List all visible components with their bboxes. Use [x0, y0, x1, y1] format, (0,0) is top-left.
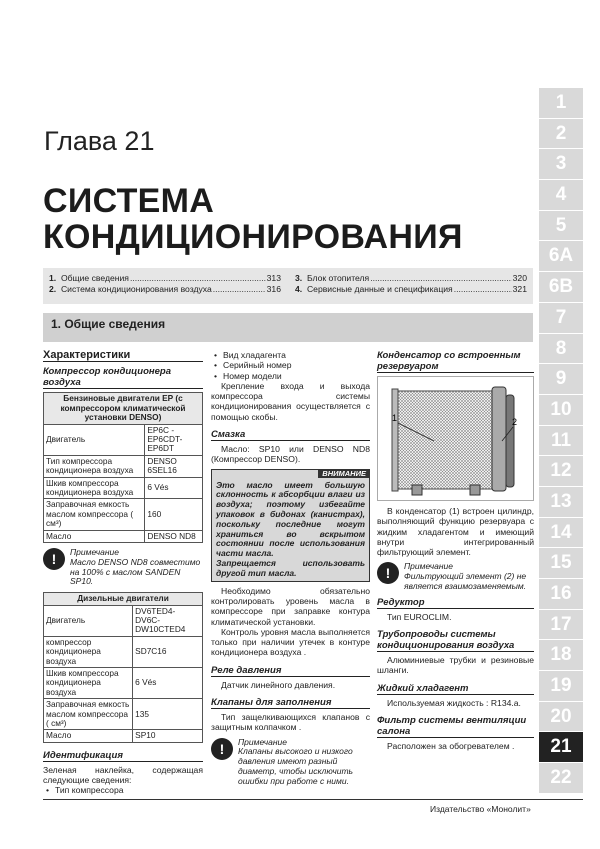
chapter-tab-22[interactable]: 22 [539, 763, 583, 794]
warning-text-2: Запрещается использовать другой тип масла. [216, 558, 365, 578]
column-1 [43, 350, 203, 796]
toc-number: 4. [295, 283, 303, 294]
section-title-bar: 1. Общие сведения [43, 313, 533, 342]
mount-text: Крепление входа и выхода компрессора системы кондиционирования осуществляется с помощью скобы. [211, 380, 370, 422]
toc-number: 1. [49, 273, 57, 283]
chapter-tab-8[interactable]: 8 [539, 334, 583, 365]
pipes-text: Алюминиевые трубки и резиновые шланги. [377, 655, 534, 676]
table-header: Бензиновые двигатели EP (с компрессором климатической установки DENSO) [44, 393, 203, 424]
figure-label-1: 1 [392, 413, 398, 423]
table-cell: Тип компрессора кондиционера воздуха [44, 455, 145, 477]
table-cell: 135 [133, 699, 203, 730]
condenser-figure [377, 376, 534, 501]
toc-page: 313 [266, 273, 281, 283]
chapter-tab-9[interactable]: 9 [539, 364, 583, 395]
table-row [44, 605, 203, 636]
reducer-text: Тип EUROCLIM. [387, 611, 452, 622]
chapter-tab-6a[interactable]: 6A [539, 241, 583, 272]
chapter-tab-6b[interactable]: 6B [539, 272, 583, 303]
chapter-title [43, 183, 463, 255]
warning-text: Это масло имеет большую склонность к абсорбции влаги из воздуха; поэтому избегайте упаковок в бидонах (канистрах), поскольку последние могут храниться во вскрытом состоянии после использования части масла. [216, 479, 365, 559]
table-cell: Заправочная емкость маслом компрессора ( см³) [44, 699, 133, 730]
petrol-engine-table [43, 392, 203, 543]
toc-number: 3. [295, 273, 303, 283]
table-cell: SP10 [133, 730, 203, 742]
warning-label: ВНИМАНИЕ [318, 469, 370, 479]
chapter-tab-7[interactable]: 7 [539, 303, 583, 334]
list-item: • Вид хладагента [211, 350, 370, 360]
toc-page: 321 [512, 283, 527, 294]
chapter-tab-14[interactable]: 14 [539, 518, 583, 549]
table-row [44, 499, 203, 530]
table-cell: DENSO 6SEL16 [145, 455, 203, 477]
compressor-subheading: Компрессор кондиционера воздуха [43, 366, 203, 389]
warning-box [211, 469, 370, 582]
oil-level-text: Необходимо обязательно контролировать уровень масла в компрессоре при заправке контура климатической установки. [211, 585, 370, 627]
table-cell: Двигатель [44, 424, 145, 455]
note-text: Масло DENSO ND8 совместимо на 100% с маслом SANDEN SP10. [70, 556, 201, 587]
chapter-tab-5[interactable]: 5 [539, 211, 583, 242]
note-filter [377, 562, 534, 591]
reducer-heading: Редуктор [377, 597, 534, 609]
toc-text: Система кондиционирования воздуха [60, 283, 212, 294]
note-label: Примечание [70, 546, 119, 557]
table-row [44, 530, 203, 542]
publisher: Издательство «Монолит» [430, 804, 531, 814]
valves-heading: Клапаны для заполнения [211, 697, 370, 709]
table-cell: DV6TED4- DV6C-DW10CTED4 [133, 605, 203, 636]
info-note-icon: ! [211, 738, 233, 760]
chapter-tab-1[interactable]: 1 [539, 88, 583, 119]
table-cell: Масло [44, 730, 133, 742]
chapter-tab-3[interactable]: 3 [539, 149, 583, 180]
note-oil-compat [43, 548, 203, 587]
chapter-tab-12[interactable]: 12 [539, 456, 583, 487]
relay-heading: Реле давления [211, 665, 370, 677]
toc-page: 320 [512, 273, 527, 283]
condenser-illustration [378, 377, 533, 500]
table-cell: Двигатель [44, 605, 133, 636]
characteristics-heading: Характеристики [43, 350, 203, 362]
table-of-contents [43, 268, 533, 304]
chapter-tab-4[interactable]: 4 [539, 180, 583, 211]
label-info-list [211, 350, 370, 381]
chapter-tab-13[interactable]: 13 [539, 487, 583, 518]
refrigerant-text: Используемая жидкость : R134.a. [387, 697, 521, 708]
table-cell: компрессор кондиционера воздуха [44, 636, 133, 667]
refrigerant-heading: Жидкий хладагент [377, 683, 534, 695]
table-cell: 6 Vés [133, 668, 203, 699]
toc-number: 2. [49, 283, 57, 294]
chapter-tab-10[interactable]: 10 [539, 395, 583, 426]
valves-text: Тип защелкивающихся клапанов с защитным колпачком . [211, 712, 370, 733]
chapter-tab-11[interactable]: 11 [539, 426, 583, 457]
chapter-tab-20[interactable]: 20 [539, 702, 583, 733]
toc-text: Общие сведения [60, 273, 129, 283]
table-row [44, 636, 203, 667]
table-header: Дизельные двигатели [44, 593, 203, 605]
toc-item[interactable] [295, 273, 527, 284]
table-row [44, 730, 203, 742]
column-3 [377, 350, 534, 751]
table-row [44, 699, 203, 730]
table-cell: 160 [145, 499, 203, 530]
list-item: • Номер модели [211, 371, 370, 381]
chapter-tab-2[interactable]: 2 [539, 119, 583, 150]
identification-list [43, 785, 203, 795]
condenser-heading: Конденсатор со встроенным резервуаром [377, 350, 534, 373]
chapter-tab-16[interactable]: 16 [539, 579, 583, 610]
chapter-tab-17[interactable]: 17 [539, 610, 583, 641]
table-cell: EP6C - EP6CDT-EP6DT [145, 424, 203, 455]
chapter-tab-21[interactable]: 21 [539, 732, 583, 763]
toc-text: Сервисные данные и спецификация [306, 283, 453, 294]
table-row [44, 477, 203, 499]
lubrication-heading: Смазка [211, 429, 370, 441]
pipes-heading: Трубопроводы системы кондиционирования воздуха [377, 629, 534, 652]
note-label: Примечание [238, 736, 287, 747]
table-cell: Шкив компрессора кондиционера воздуха [44, 477, 145, 499]
toc-item[interactable] [295, 284, 527, 295]
footer-divider [43, 799, 583, 800]
identification-heading: Идентификация [43, 750, 203, 762]
table-row [44, 668, 203, 699]
toc-item[interactable] [49, 284, 281, 295]
table-cell: SD7C16 [133, 636, 203, 667]
identification-text: Зеленая наклейка, содержащая следующие сведения: [43, 764, 203, 786]
condenser-text: В конденсатор (1) встроен цилиндр, выполняющий функцию резервуара с жидким хладагентом и имеющий внутри интегрированный фильтрующий элемент. [377, 506, 534, 558]
chapter-tab-18[interactable]: 18 [539, 640, 583, 671]
chapter-tabs [539, 88, 583, 794]
chapter-label: Глава 21 [44, 126, 155, 156]
table-cell: Масло [44, 530, 145, 542]
toc-page: 316 [266, 283, 281, 294]
table-cell: Шкив компрессора кондиционера воздуха [44, 668, 133, 699]
info-note-icon: ! [377, 562, 399, 584]
table-row [44, 455, 203, 477]
note-label: Примечание [404, 561, 453, 572]
table-row [44, 424, 203, 455]
table-cell: Заправочная емкость маслом компрессора ( см³) [44, 499, 145, 530]
list-item: • Серийный номер [211, 360, 370, 370]
cabin-filter-heading: Фильтр системы вентиляции салона [377, 715, 534, 738]
table-cell: DENSO ND8 [145, 530, 203, 542]
list-item: • Тип компрессора [43, 785, 203, 795]
chapter-tab-19[interactable]: 19 [539, 671, 583, 702]
diesel-engine-table [43, 592, 203, 743]
toc-column-left [49, 273, 281, 294]
toc-text: Блок отопителя [306, 273, 370, 283]
toc-item[interactable] [49, 273, 281, 284]
info-note-icon: ! [43, 548, 65, 570]
lubrication-text: Масло: SP10 или DENSO ND8 (Компрессор DENSO). [211, 444, 370, 465]
toc-column-right [295, 273, 527, 294]
cabin-filter-text: Расположен за обогревателем . [387, 741, 515, 752]
table-cell: 6 Vés [145, 477, 203, 499]
column-2 [211, 350, 370, 792]
note-text: Фильтрующий элемент (2) не является взаимозаменяемым. [404, 571, 527, 592]
relay-text: Датчик линейного давления. [221, 679, 336, 690]
note-valves [211, 738, 370, 787]
chapter-title-line2: КОНДИЦИОНИРОВАНИЯ [43, 218, 463, 256]
chapter-title-line1: СИСТЕМА [43, 182, 215, 220]
chapter-tab-15[interactable]: 15 [539, 548, 583, 579]
oil-check-text: Контроль уровня масла выполняется только при наличии утечек в контуре кондиционера воздуха . [211, 626, 370, 658]
note-text: Клапаны высокого и низкого давления имеют разный диаметр, чтобы исключить ошибки при работе с ними. [238, 746, 354, 786]
figure-label-2: 2 [512, 417, 518, 427]
